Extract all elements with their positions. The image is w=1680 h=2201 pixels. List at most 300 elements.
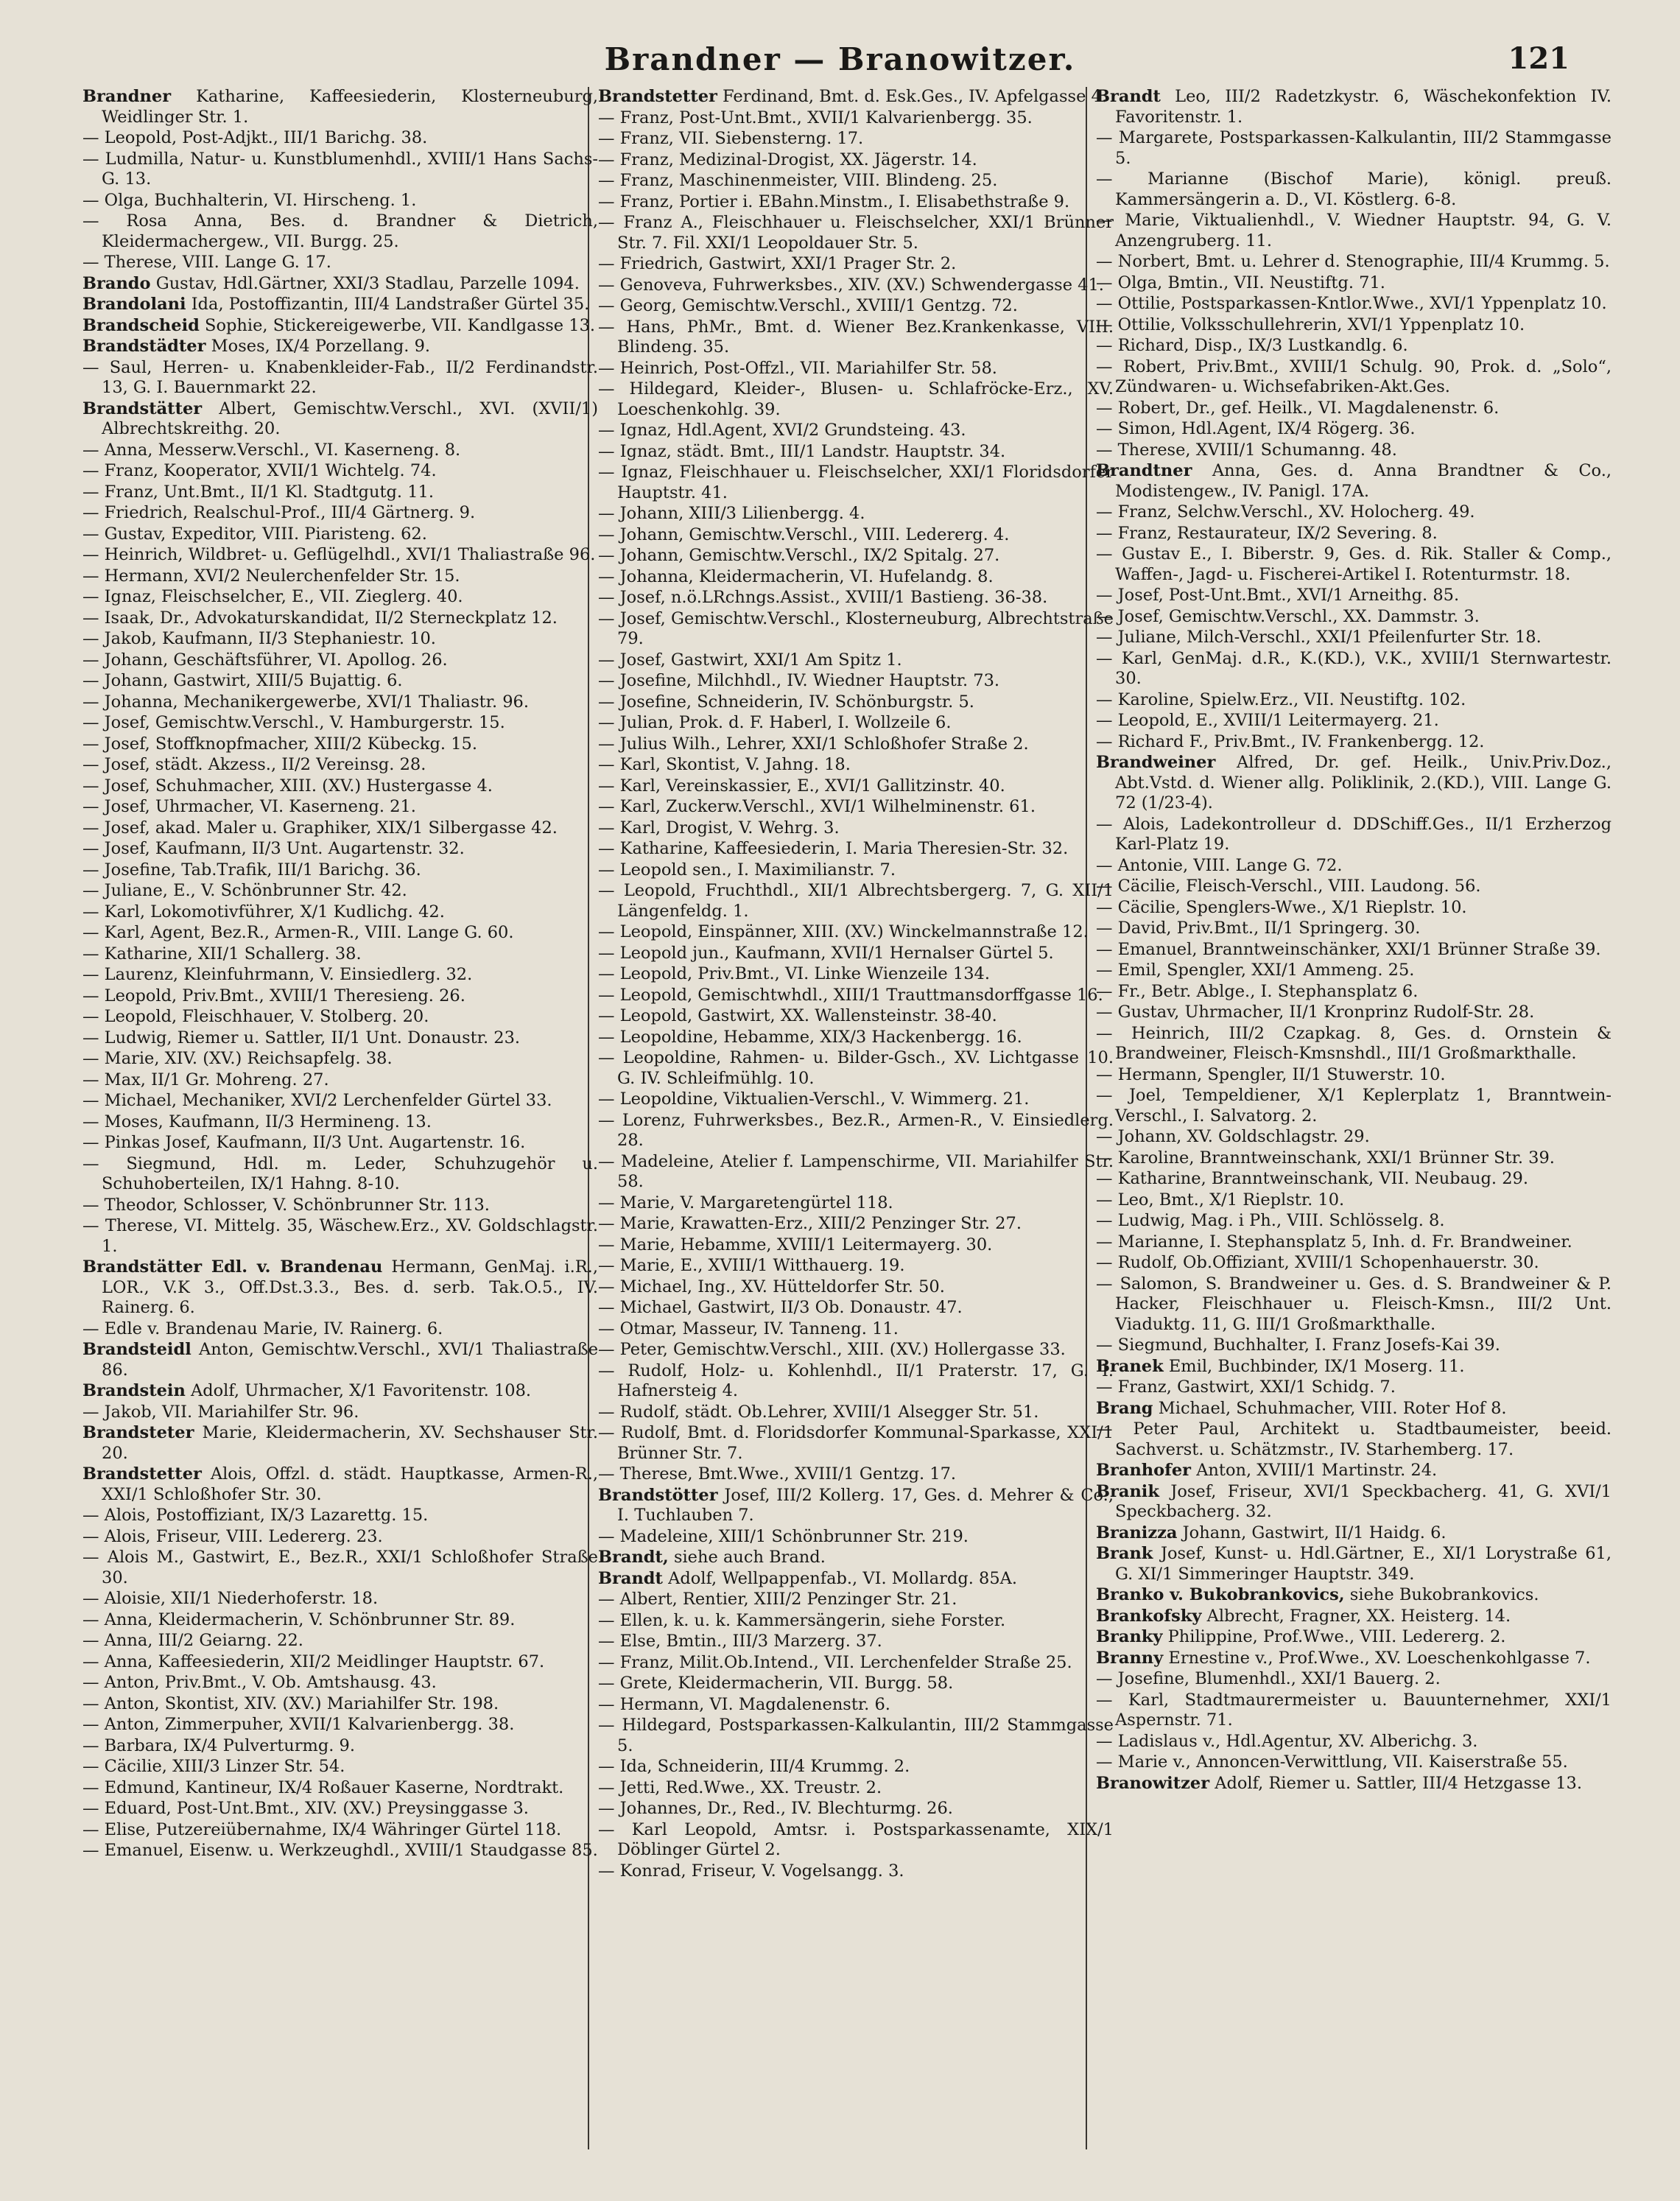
entry-text: — Richard, Disp., IX/3 Lustkandlg. 6. bbox=[1096, 336, 1408, 355]
directory-entry bbox=[82, 671, 598, 692]
entry-text: — Franz, Selchw.Verschl., XV. Holocherg. 49. bbox=[1096, 502, 1475, 522]
directory-entry bbox=[598, 1111, 1114, 1151]
directory-entry bbox=[1096, 649, 1612, 689]
directory-entry bbox=[1096, 128, 1612, 169]
entry-text: — Therese, VIII. Lange G. 17. bbox=[82, 253, 331, 272]
directory-entry bbox=[1096, 1148, 1612, 1169]
directory-entry bbox=[598, 525, 1114, 546]
entry-text: — Anna, Kaffeesiederin, XII/2 Meidlinger Hauptstr. 67. bbox=[82, 1651, 545, 1671]
entry-text: — Ottilie, Volksschullehrerin, XVI/1 Yppenplatz 10. bbox=[1096, 315, 1525, 334]
directory-entry bbox=[1096, 461, 1612, 502]
entry-text: Anton, XVIII/1 Martinstr. 24. bbox=[1196, 1461, 1438, 1480]
entry-text: — Marie, XIV. (XV.) Reichsapfelg. 38. bbox=[82, 1049, 393, 1068]
directory-entry bbox=[82, 713, 598, 734]
directory-entry bbox=[1096, 1419, 1612, 1460]
directory-entry bbox=[598, 504, 1114, 524]
entry-text: — Gustav, Expeditor, VIII. Piaristeng. 62. bbox=[82, 524, 427, 544]
entry-text: — Marianne (Bischof Marie), königl. preuß. Kammersängerin a. D., VI. Köstlerg. 6-8. bbox=[1096, 169, 1612, 209]
directory-entry bbox=[82, 358, 598, 399]
directory-entry bbox=[1096, 1585, 1612, 1606]
directory-entry bbox=[1096, 1232, 1612, 1253]
entry-text: — Heinrich, Post-Offzl., VII. Mariahilfer Str. 58. bbox=[598, 358, 997, 378]
directory-entry bbox=[1096, 1691, 1612, 1731]
directory-entry bbox=[598, 755, 1114, 776]
directory-entry bbox=[82, 191, 598, 211]
directory-entry bbox=[1096, 877, 1612, 897]
entry-text: — Laurenz, Kleinfuhrmann, V. Einsiedlerg. 32. bbox=[82, 965, 473, 984]
entry-text: Ernestine v., Prof.Wwe., XV. Loeschenkohlgasse 7. bbox=[1168, 1648, 1591, 1668]
entry-surname: Brandsteidl bbox=[82, 1340, 191, 1359]
directory-entry bbox=[1096, 1253, 1612, 1274]
entry-text: — Simon, Hdl.Agent, IX/4 Rögerg. 36. bbox=[1096, 419, 1416, 438]
entry-text: — Alois, Ladekontrolleur d. DDSchiff.Ges., II/1 Erzherzog Karl-Platz 19. bbox=[1096, 814, 1612, 854]
entry-text: — Josefine, Tab.Trafik, III/1 Barichg. 36. bbox=[82, 860, 421, 880]
directory-entry bbox=[82, 902, 598, 923]
entry-surname: Branizza bbox=[1096, 1523, 1178, 1542]
entry-text: — Ida, Schneiderin, III/4 Krummg. 2. bbox=[598, 1757, 910, 1776]
directory-entry bbox=[1096, 586, 1612, 606]
directory-entry bbox=[82, 629, 598, 650]
entry-surname: Brandstötter bbox=[598, 1485, 718, 1505]
directory-entry bbox=[1096, 856, 1612, 877]
entry-text: — Fr., Betr. Ablge., I. Stephansplatz 6. bbox=[1096, 981, 1419, 1001]
entry-text: — Franz, Maschinenmeister, VIII. Blindeng. 25. bbox=[598, 171, 998, 190]
entry-text: — Marie, Viktualienhdl., V. Wiedner Hauptstr. 94, G. V. Anzengruberg. 11. bbox=[1096, 211, 1612, 250]
directory-entry bbox=[598, 1778, 1114, 1799]
entry-text: — Johanna, Kleidermacherin, VI. Hufelandg. 8. bbox=[598, 566, 994, 586]
directory-entry bbox=[1096, 1732, 1612, 1752]
directory-entry bbox=[1096, 169, 1612, 210]
directory-entry bbox=[1096, 690, 1612, 711]
directory-entry bbox=[82, 692, 598, 713]
directory-entry bbox=[82, 608, 598, 629]
entry-text: — Lorenz, Fuhrwerksbes., Bez.R., Armen-R., V. Einsiedlerg. 28. bbox=[598, 1110, 1114, 1150]
entry-text: — Heinrich, III/2 Czapkag. 8, Ges. d. Ornstein & Brandweiner, Fleisch-Kmsnshdl., III/1 Großmarkthalle. bbox=[1096, 1023, 1612, 1063]
entry-text: — Josef, Stoffknopfmacher, XIII/2 Kübeckg. 15. bbox=[82, 734, 478, 754]
entry-text: — Josefine, Blumenhdl., XXI/1 Bauerg. 2. bbox=[1096, 1669, 1441, 1688]
entry-text: — Ignaz, Fleischhauer u. Fleischselcher, XXI/1 Floridsdorfer Hauptstr. 41. bbox=[598, 463, 1114, 502]
directory-entry bbox=[82, 1673, 598, 1693]
directory-entry bbox=[1096, 1377, 1612, 1398]
directory-entry bbox=[598, 839, 1114, 860]
entry-text: — Anton, Skontist, XIV. (XV.) Mariahilfer Str. 198. bbox=[82, 1693, 499, 1713]
directory-entry bbox=[1096, 1357, 1612, 1377]
entry-text: Johann, Gastwirt, II/1 Haidg. 6. bbox=[1182, 1523, 1447, 1542]
entry-text: — Ellen, k. u. k. Kammersängerin, siehe Forster. bbox=[598, 1610, 1006, 1630]
directory-entry bbox=[82, 440, 598, 461]
entry-text: Katharine, Kaffeesiederin, Klosterneuburg, Weidlinger Str. 1. bbox=[102, 87, 598, 127]
directory-entry bbox=[82, 1216, 598, 1257]
entry-text: — Isaak, Dr., Advokaturskandidat, II/2 Sterneckplatz 12. bbox=[82, 608, 558, 628]
directory-entry bbox=[598, 463, 1114, 503]
directory-entry bbox=[598, 671, 1114, 692]
directory-entry bbox=[598, 1193, 1114, 1214]
directory-entry bbox=[1096, 440, 1612, 461]
directory-entry bbox=[598, 1486, 1114, 1526]
entry-text: — Therese, Bmt.Wwe., XVIII/1 Gentzg. 17. bbox=[598, 1464, 957, 1484]
entry-text: — Franz A., Fleischhauer u. Fleischselcher, XXI/1 Brünner Str. 7. Fil. XXI/1 Leopoldauer Str. 5. bbox=[598, 213, 1114, 253]
entry-text: Adolf, Riemer u. Sattler, III/4 Hetzgasse 13. bbox=[1215, 1773, 1582, 1793]
directory-entry bbox=[1096, 1399, 1612, 1419]
directory-entry bbox=[1096, 1065, 1612, 1086]
directory-entry bbox=[598, 1799, 1114, 1819]
directory-entry bbox=[598, 1235, 1114, 1256]
directory-entry bbox=[82, 1340, 598, 1380]
directory-entry bbox=[598, 1611, 1114, 1632]
entry-text: — Siegmund, Buchhalter, I. Franz Josefs-Kai 39. bbox=[1096, 1335, 1500, 1355]
entry-text: — Siegmund, Hdl. m. Leder, Schuhzugehör u. Schuhoberteilen, IX/1 Hahng. 8-10. bbox=[82, 1154, 598, 1193]
directory-entry bbox=[598, 275, 1114, 296]
entry-text: — Ludwig, Mag. i Ph., VIII. Schlösselg. 8. bbox=[1096, 1211, 1445, 1230]
directory-entry bbox=[1096, 898, 1612, 919]
directory-entry bbox=[598, 108, 1114, 129]
directory-entry bbox=[82, 316, 598, 337]
directory-entry bbox=[598, 1319, 1114, 1340]
directory-entry bbox=[598, 860, 1114, 881]
directory-entry bbox=[1096, 1627, 1612, 1648]
entry-text: — Josef, Uhrmacher, VI. Kaserneng. 21. bbox=[82, 797, 416, 816]
entry-text: — Julius Wilh., Lehrer, XXI/1 Schloßhofer Straße 2. bbox=[598, 734, 1029, 754]
directory-entry bbox=[1096, 628, 1612, 648]
directory-entry bbox=[82, 1112, 598, 1133]
entry-text: Michael, Schuhmacher, VIII. Roter Hof 8. bbox=[1158, 1398, 1507, 1418]
entry-text: — Karl, Lokomotivführer, X/1 Kudlichg. 42. bbox=[82, 902, 445, 922]
directory-entry bbox=[82, 482, 598, 503]
page-number: 121 bbox=[1508, 41, 1570, 76]
directory-entry bbox=[82, 923, 598, 944]
entry-text: — Hildegard, Kleider-, Blusen- u. Schlafröcke-Erz., XV. Loeschenkohlg. 39. bbox=[598, 379, 1114, 419]
directory-entry bbox=[82, 295, 598, 315]
directory-entry bbox=[1096, 524, 1612, 544]
directory-entry bbox=[598, 1757, 1114, 1777]
entry-text: — Karl, Vereinskassier, E., XVI/1 Gallitzinstr. 40. bbox=[598, 776, 1005, 796]
directory-entry bbox=[82, 1841, 598, 1861]
entry-text: — Michael, Ing., XV. Hütteldorfer Str. 50. bbox=[598, 1277, 945, 1296]
directory-entry bbox=[82, 545, 598, 566]
entry-surname: Brandtner bbox=[1096, 461, 1192, 480]
directory-entry bbox=[82, 566, 598, 587]
directory-entry bbox=[1096, 336, 1612, 357]
directory-entry bbox=[598, 922, 1114, 943]
directory-entry bbox=[82, 150, 598, 190]
column-3 bbox=[1096, 87, 1612, 2172]
entry-text: — Richard F., Priv.Bmt., IV. Frankenbergg. 12. bbox=[1096, 731, 1485, 751]
directory-entry bbox=[598, 1256, 1114, 1277]
entry-text: — Ignaz, Fleischselcher, E., VII. Zieglerg. 40. bbox=[82, 587, 463, 606]
entry-surname: Brankofsky bbox=[1096, 1606, 1202, 1626]
directory-entry bbox=[598, 1820, 1114, 1861]
directory-entry bbox=[598, 442, 1114, 463]
entry-text: — Johann, Gastwirt, XIII/5 Bujattig. 6. bbox=[82, 671, 403, 690]
entry-text: — Katharine, Kaffeesiederin, I. Maria Theresien-Str. 32. bbox=[598, 839, 1069, 858]
entry-text: — Leopoldine, Rahmen- u. Bilder-Gsch., XV. Lichtgasse 10. G. IV. Schleifmühlg. 10. bbox=[598, 1048, 1114, 1088]
entry-text: Philippine, Prof.Wwe., VIII. Ledererg. 2. bbox=[1167, 1627, 1506, 1646]
page-header bbox=[0, 35, 1680, 87]
entry-text: — Johann, XV. Goldschlagstr. 29. bbox=[1096, 1127, 1370, 1146]
directory-entry bbox=[598, 650, 1114, 671]
entry-text: Moses, IX/4 Porzellang. 9. bbox=[211, 337, 431, 356]
entry-text: — Franz, Restaurateur, IX/2 Severing. 8. bbox=[1096, 523, 1438, 543]
entry-text: Ferdinand, Bmt. d. Esk.Ges., IV. Apfelgasse 4. bbox=[723, 87, 1108, 106]
entry-text: — Emanuel, Branntweinschänker, XXI/1 Brünner Straße 39. bbox=[1096, 939, 1601, 959]
entry-text: — Franz, Milit.Ob.Intend., VII. Lerchenfelder Straße 25. bbox=[598, 1652, 1072, 1672]
directory-entry bbox=[82, 1319, 598, 1340]
directory-entry bbox=[82, 274, 598, 295]
entry-text: — Katharine, XII/1 Schallerg. 38. bbox=[82, 944, 362, 963]
entry-text: — Otmar, Masseur, IV. Tanneng. 11. bbox=[598, 1319, 899, 1338]
entry-text: siehe auch Brand. bbox=[673, 1548, 826, 1567]
directory-entry bbox=[598, 1006, 1114, 1027]
entry-text: — Franz, Kooperator, XVII/1 Wichtelg. 74. bbox=[82, 461, 437, 480]
entry-text: — Margarete, Postsparkassen-Kalkulantin, III/2 Stammgasse 5. bbox=[1096, 128, 1612, 168]
directory-entry bbox=[1096, 982, 1612, 1003]
directory-entry bbox=[82, 1028, 598, 1049]
entry-surname: Brandstätter bbox=[82, 399, 203, 418]
entry-text: — Ignaz, städt. Bmt., III/1 Landstr. Hauptstr. 34. bbox=[598, 441, 1006, 461]
directory-entry bbox=[598, 1527, 1114, 1548]
entry-text: Josef, Friseur, XVI/1 Speckbacherg. 41, G. XVI/1 Speckbacherg. 32. bbox=[1115, 1481, 1612, 1521]
directory-entry bbox=[598, 129, 1114, 150]
entry-text: — Josef, Schuhmacher, XIII. (XV.) Hustergasse 4. bbox=[82, 776, 493, 796]
entry-text: — Emil, Spengler, XXI/1 Ammeng. 25. bbox=[1096, 961, 1415, 980]
entry-text: — Katharine, Branntweinschank, VII. Neubaug. 29. bbox=[1096, 1169, 1528, 1188]
directory-entry bbox=[598, 797, 1114, 818]
entry-text: — Olga, Buchhalterin, VI. Hirscheng. 1. bbox=[82, 190, 417, 210]
directory-entry bbox=[82, 1757, 598, 1777]
directory-entry bbox=[598, 818, 1114, 839]
entry-text: — Franz, Post-Unt.Bmt., XVII/1 Kalvarienbergg. 35. bbox=[598, 108, 1033, 127]
directory-entry bbox=[82, 860, 598, 881]
entry-text: — Leopold jun., Kaufmann, XVII/1 Hernalser Gürtel 5. bbox=[598, 943, 1054, 963]
entry-text: — Josef, n.ö.LRchngs.Assist., XVIII/1 Bastieng. 36-38. bbox=[598, 588, 1048, 607]
entry-text: Adolf, Uhrmacher, X/1 Favoritenstr. 108. bbox=[190, 1381, 532, 1400]
directory-entry bbox=[598, 1089, 1114, 1110]
entry-text: — Jetti, Red.Wwe., XX. Treustr. 2. bbox=[598, 1777, 882, 1797]
directory-entry bbox=[82, 650, 598, 671]
entry-text: — Anna, Messerw.Verschl., VI. Kaserneng. 8. bbox=[82, 440, 461, 460]
entry-text: — Eduard, Post-Unt.Bmt., XIV. (XV.) Preysinggasse 3. bbox=[82, 1799, 529, 1818]
directory-entry bbox=[598, 1423, 1114, 1464]
directory-entry bbox=[82, 839, 598, 860]
directory-entry bbox=[82, 1736, 598, 1757]
entry-text: — Ludwig, Riemer u. Sattler, II/1 Unt. Donaustr. 23. bbox=[82, 1028, 521, 1047]
directory-entry bbox=[82, 1403, 598, 1423]
entry-text: — Rudolf, städt. Ob.Lehrer, XVIII/1 Alsegger Str. 51. bbox=[598, 1402, 1039, 1422]
directory-entry bbox=[598, 379, 1114, 420]
entry-text: — Olga, Bmtin., VII. Neustiftg. 71. bbox=[1096, 273, 1385, 292]
directory-entry bbox=[598, 171, 1114, 192]
directory-entry bbox=[1096, 315, 1612, 336]
directory-entry bbox=[1096, 1335, 1612, 1356]
entry-text: — Josef, Gemischtw.Verschl., V. Hamburgerstr. 15. bbox=[82, 713, 505, 732]
entry-text: — Johanna, Mechanikergewerbe, XVI/1 Thaliastr. 96. bbox=[82, 692, 530, 712]
entry-text: — Grete, Kleidermacherin, VII. Burgg. 58. bbox=[598, 1674, 954, 1693]
entry-text: — Juliane, Milch-Verschl., XXI/1 Pfeilenfurter Str. 18. bbox=[1096, 628, 1542, 647]
entry-surname: Brandt bbox=[1096, 87, 1161, 106]
entry-text: — Josef, Post-Unt.Bmt., XVI/1 Arneithg. 85. bbox=[1096, 586, 1460, 605]
directory-entry bbox=[82, 1589, 598, 1609]
entry-text: — Pinkas Josef, Kaufmann, II/3 Unt. Augartenstr. 16. bbox=[82, 1133, 526, 1152]
entry-text: — Madeleine, Atelier f. Lampenschirme, VII. Mariahilfer Str. 58. bbox=[598, 1151, 1114, 1191]
entry-text: — Alois, Friseur, VIII. Ledererg. 23. bbox=[82, 1526, 383, 1546]
entry-text: — Jakob, Kaufmann, II/3 Stephaniestr. 10. bbox=[82, 629, 436, 648]
entry-text: — Emanuel, Eisenw. u. Werkzeughdl., XVIII/1 Staudgasse 85. bbox=[82, 1841, 598, 1860]
directory-entry bbox=[82, 818, 598, 839]
directory-entry bbox=[1096, 1752, 1612, 1773]
directory-entry bbox=[598, 964, 1114, 985]
directory-entry bbox=[1096, 1211, 1612, 1232]
directory-entry bbox=[82, 1154, 598, 1195]
entry-text: — Alois, Postoffiziant, IX/3 Lazarettg. 15. bbox=[82, 1506, 429, 1525]
directory-entry bbox=[82, 734, 598, 755]
directory-entry bbox=[598, 986, 1114, 1006]
directory-entry bbox=[1096, 961, 1612, 981]
entry-text: — Friedrich, Gastwirt, XXI/1 Prager Str. 2. bbox=[598, 254, 957, 273]
directory-entry bbox=[82, 1778, 598, 1799]
entry-text: — Johann, Gemischtw.Verschl., VIII. Ledererg. 4. bbox=[598, 524, 1010, 544]
directory-entry bbox=[82, 1799, 598, 1819]
directory-entry bbox=[82, 1049, 598, 1070]
entry-text: — Madeleine, XIII/1 Schönbrunner Str. 219. bbox=[598, 1526, 969, 1546]
entry-surname: Branowitzer bbox=[1096, 1773, 1210, 1793]
directory-entry bbox=[1096, 399, 1612, 419]
entry-text: — Juliane, E., V. Schönbrunner Str. 42. bbox=[82, 881, 407, 900]
entry-text: — Moses, Kaufmann, II/3 Hermineng. 13. bbox=[82, 1112, 432, 1131]
directory-entry bbox=[1096, 357, 1612, 398]
entry-text: siehe Bukobrankovics. bbox=[1349, 1585, 1539, 1604]
directory-entry bbox=[598, 1048, 1114, 1089]
directory-entry bbox=[598, 1361, 1114, 1402]
directory-entry bbox=[82, 461, 598, 482]
entry-text: — Edmund, Kantineur, IX/4 Roßauer Kaserne, Nordtrakt. bbox=[82, 1777, 564, 1797]
entry-surname: Branik bbox=[1096, 1481, 1159, 1501]
entry-text: — Johann, Geschäftsführer, VI. Apollog. 26. bbox=[82, 650, 448, 670]
entry-text: — Karl, Skontist, V. Jahng. 18. bbox=[598, 755, 851, 774]
directory-entry bbox=[1096, 1523, 1612, 1544]
directory-entry bbox=[598, 1674, 1114, 1694]
directory-entry bbox=[1096, 1482, 1612, 1523]
entry-text: Albert, Gemischtw.Verschl., XVI. (XVII/1) Albrechtskreithg. 20. bbox=[102, 399, 598, 438]
entry-text: — Franz, VII. Siebensterng. 17. bbox=[598, 129, 864, 148]
entry-text: — Johann, Gemischtw.Verschl., IX/2 Spitalg. 27. bbox=[598, 546, 1000, 565]
entry-text: — Albert, Rentier, XIII/2 Penzinger Str. 21. bbox=[598, 1590, 957, 1609]
directory-entry bbox=[598, 213, 1114, 253]
directory-entry bbox=[82, 944, 598, 965]
directory-entry bbox=[598, 776, 1114, 797]
entry-text: — Leopold, Fleischhauer, V. Stolberg. 20. bbox=[82, 1007, 429, 1026]
entry-text: — Theodor, Schlosser, V. Schönbrunner Str. 113. bbox=[82, 1195, 490, 1215]
entry-text: — Johann, XIII/3 Lilienbergg. 4. bbox=[598, 504, 865, 523]
entry-text: — Anton, Priv.Bmt., V. Ob. Amtshausg. 43. bbox=[82, 1673, 437, 1692]
directory-entry bbox=[598, 881, 1114, 922]
entry-text: — Rudolf, Holz- u. Kohlenhdl., II/1 Praterstr. 17, G. I. Hafnersteig 4. bbox=[598, 1361, 1114, 1400]
directory-entry bbox=[598, 1298, 1114, 1319]
directory-entry bbox=[598, 254, 1114, 275]
entry-surname: Brandsteter bbox=[82, 1423, 194, 1442]
entry-text: — Josef, Gemischtw.Verschl., XX. Dammstr. 3. bbox=[1096, 606, 1480, 626]
directory-entry bbox=[1096, 1024, 1612, 1064]
entry-text: — Antonie, VIII. Lange G. 72. bbox=[1096, 855, 1343, 875]
entry-text: — Ladislaus v., Hdl.Agentur, XV. Alberichg. 3. bbox=[1096, 1731, 1478, 1751]
directory-entry bbox=[82, 1631, 598, 1651]
entry-text: Sophie, Stickereigewerbe, VII. Kandlgasse 13. bbox=[205, 315, 596, 335]
entry-text: — Josef, Gastwirt, XXI/1 Am Spitz 1. bbox=[598, 650, 902, 670]
entry-text: Hermann, GenMaj. i.R., LOR., V.K 3., Off.Dst.3.3., Bes. d. serb. Tak.O.5., IV. Rainerg. 6. bbox=[102, 1257, 598, 1317]
directory-entry bbox=[598, 1403, 1114, 1423]
entry-text: Anna, Ges. d. Anna Brandtner & Co., Modistengew., IV. Panigl. 17A. bbox=[1115, 461, 1612, 501]
directory-entry bbox=[1096, 1544, 1612, 1584]
directory-entry bbox=[82, 1381, 598, 1402]
directory-entry bbox=[82, 524, 598, 545]
entry-text: — Hermann, Spengler, II/1 Stuwerstr. 10. bbox=[1096, 1064, 1446, 1084]
entry-text: — Marie v., Annoncen-Verwittlung, VII. Kaiserstraße 55. bbox=[1096, 1752, 1568, 1772]
entry-text: Josef, Kunst- u. Hdl.Gärtner, E., XI/1 Lorystraße 61, G. XI/1 Simmeringer Hauptstr. 349. bbox=[1115, 1544, 1612, 1584]
directory-entry bbox=[1096, 1169, 1612, 1190]
entry-text: — Friedrich, Realschul-Prof., III/4 Gärtnerg. 9. bbox=[82, 503, 476, 522]
entry-text: — Franz, Portier i. EBahn.Minstm., I. Elisabethstraße 9. bbox=[598, 192, 1070, 211]
entry-text: — Leo, Bmt., X/1 Rieplstr. 10. bbox=[1096, 1190, 1345, 1210]
entry-text: — Hildegard, Postsparkassen-Kalkulantin, III/2 Stammgasse 5. bbox=[598, 1716, 1114, 1755]
entry-text: — Marianne, I. Stephansplatz 5, Inh. d. Fr. Brandweiner. bbox=[1096, 1232, 1572, 1252]
entry-text: — Peter Paul, Architekt u. Stadtbaumeister, beeid. Sachverst. u. Schätzmstr., IV. Starhemberg. 17. bbox=[1096, 1419, 1612, 1459]
entry-surname: Brandner bbox=[82, 87, 172, 106]
entry-text: Albrecht, Fragner, XX. Heisterg. 14. bbox=[1206, 1606, 1511, 1626]
entry-text: — Anton, Zimmerpuher, XVII/1 Kalvarienbergg. 38. bbox=[82, 1715, 515, 1734]
directory-entry bbox=[1096, 1461, 1612, 1481]
directory-entry bbox=[598, 1340, 1114, 1361]
entry-text: — Josef, städt. Akzess., II/2 Vereinsg. 28. bbox=[82, 755, 426, 774]
entry-text: — Cäcilie, Spenglers-Wwe., X/1 Rieplstr. 10. bbox=[1096, 897, 1467, 917]
directory-entry bbox=[1096, 1086, 1612, 1126]
directory-entry bbox=[82, 1610, 598, 1631]
entry-text: — Karoline, Branntweinschank, XXI/1 Brünner Str. 39. bbox=[1096, 1148, 1555, 1168]
directory-entry bbox=[598, 1695, 1114, 1716]
entry-text: — Josef, Kaufmann, II/3 Unt. Augartenstr. 32. bbox=[82, 839, 465, 858]
directory-entry bbox=[82, 776, 598, 797]
entry-text: — Leopold, Gemischtwhdl., XIII/1 Trauttmansdorffgasse 16. bbox=[598, 985, 1103, 1005]
entry-text: — Gustav, Uhrmacher, II/1 Kronprinz Rudolf-Str. 28. bbox=[1096, 1003, 1535, 1022]
directory-entry bbox=[82, 1506, 598, 1526]
entry-surname: Brandstetter bbox=[598, 87, 717, 106]
entry-text: — Anna, III/2 Geiarng. 22. bbox=[82, 1631, 303, 1650]
entry-text: — Ignaz, Hdl.Agent, XVI/2 Grundsteing. 43. bbox=[598, 421, 966, 440]
entry-text: — Michael, Mechaniker, XVI/2 Lerchenfelder Gürtel 33. bbox=[82, 1091, 552, 1110]
directory-entry bbox=[598, 1861, 1114, 1882]
entry-text: — Josef, akad. Maler u. Graphiker, XIX/1 Silbergasse 42. bbox=[82, 818, 558, 838]
directory-entry bbox=[598, 1548, 1114, 1568]
entry-text: — David, Priv.Bmt., II/1 Springerg. 30. bbox=[1096, 919, 1421, 938]
entry-text: — Marie, Krawatten-Erz., XIII/2 Penzinger Str. 27. bbox=[598, 1214, 1022, 1233]
entry-text: — Leopold sen., I. Maximilianstr. 7. bbox=[598, 860, 896, 880]
directory-entry bbox=[82, 1715, 598, 1735]
entry-text: — Hermann, VI. Magdalenenstr. 6. bbox=[598, 1694, 890, 1714]
entry-text: — Saul, Herren- u. Knabenkleider-Fab., II/2 Ferdinandstr. 13, G. I. Bauernmarkt 22. bbox=[82, 357, 598, 397]
directory-entry bbox=[1096, 919, 1612, 939]
directory-entry bbox=[1096, 607, 1612, 628]
directory-entry bbox=[598, 609, 1114, 650]
directory-entry bbox=[82, 337, 598, 357]
entry-surname: Brandscheid bbox=[82, 315, 200, 335]
entry-text: Ida, Postoffizantin, III/4 Landstraßer Gürtel 35. bbox=[191, 295, 590, 314]
directory-entry bbox=[1096, 1274, 1612, 1335]
entry-text: — Genoveva, Fuhrwerksbes., XIV. (XV.) Schwendergasse 41. bbox=[598, 275, 1104, 295]
entry-text: — Heinrich, Wildbret- u. Geflügelhdl., XVI/1 Thaliastraße 96. bbox=[82, 545, 596, 564]
directory-entry bbox=[598, 317, 1114, 358]
entry-text: — Karl Leopold, Amtsr. i. Postsparkassenamte, XIX/1 Döblinger Gürtel 2. bbox=[598, 1819, 1114, 1859]
entry-surname: Brandstädter bbox=[82, 337, 206, 356]
entry-text: — Ludmilla, Natur- u. Kunstblumenhdl., XVIII/1 Hans Sachs-G. 13. bbox=[82, 149, 598, 189]
directory-entry bbox=[598, 192, 1114, 213]
